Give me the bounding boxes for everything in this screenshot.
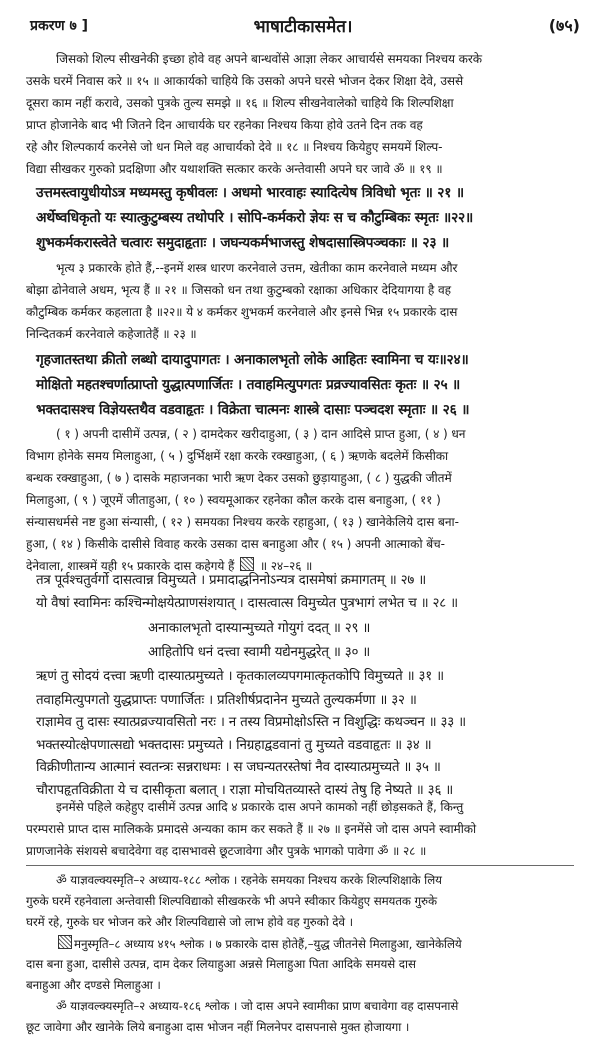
verse-line: ऋणं तु सोदयं दत्त्वा ऋणी दास्यात्प्रमुच्यते । कृतकालव्यपगमात्कृतकोपि विमुच्यते ॥ ३१ ॥ xyxy=(36,669,444,684)
text-line: दूसरा काम नहीं करावे, उसको पुत्रके तुल्य समझे ॥ १६ ॥ शिल्प सीखनेवालेको चाहिये कि शिल्पशिक्षा xyxy=(26,96,454,110)
footnote-line: दास बना हुआ, दासीसे उत्पन्न, दाम देकर लियाहुआ अन्नसे मिलाहुआ पिता आदिके समयसे दास xyxy=(26,957,416,971)
footnote-marker-icon xyxy=(58,935,72,949)
footnote-divider xyxy=(26,865,574,866)
line-text: देनेवाला, शास्त्रमें यही १५ प्रकारके दास कहेगये हैं xyxy=(26,559,235,573)
running-title: भाषाटीकासमेत। xyxy=(253,17,353,37)
text-line: निन्दितकर्म करनेवाले कहेजातेहैं ॥ २३ ॥ xyxy=(26,327,197,341)
text-line: कौटुम्बिक कर्मकर कहलाता है ॥२२॥ ये ४ कर्मकर शुभकर्म करनेवाले और इनसे भिन्न १५ प्रकारके दास xyxy=(26,305,458,319)
footnote-line: छूट जावेगा और खानेके लिये बनाहुआ दास भोजन नहीं मिलनेपर दासपनासे मुक्त होजायगा । xyxy=(26,1020,410,1034)
text-line: ( १ ) अपनी दासीमें उत्पन्न, ( २ ) दामदेकर खरीदाहुआ, ( ३ ) दान आदिसे प्राप्त हुआ, ( ४ ) धन xyxy=(56,427,466,441)
verse-ref: ॥ २४–२६ ॥ xyxy=(259,559,313,573)
verse-line: भक्तदासश्च विज्ञेयस्तथैव वडवाहृतः । विक्रेता चात्मनः शास्त्रे दासाः पञ्चदश स्मृताः ॥ २६ ॥ xyxy=(36,402,470,418)
text-line: मिलाहुआ, ( ९ ) जूएमें जीताहुआ, ( १० ) स्वयमूआकर रहनेका कौल करके दास बनाहुआ, ( ११ ) xyxy=(26,493,441,507)
text-line: संन्यासधर्मसे नष्ट हुआ संन्यासी, ( १२ ) समयका निश्चय करके रहाहुआ, ( १३ ) खानेकेलिये दास बना- xyxy=(26,515,459,529)
text-line: इनमेंसे पहिले कहेहुए दासीमें उत्पन्न आदि ४ प्रकारके दास अपने कामको नहीं छोड़सकते हैं, किन्तु xyxy=(56,800,464,814)
text-line: उसके घरमें निवास करे ॥ १५ ॥ आकार्यको चाहिये कि उसको अपने घरसे भोजन देकर शिक्षा देवे, उससे xyxy=(26,74,464,88)
verse-line: आहितोपि धनं दत्त्वा स्वामी यद्येनमुद्धरेत् ॥ ३० ॥ xyxy=(148,645,371,660)
text-line: हुआ, ( १४ ) किसीके दासीसे विवाह करके उसका दास बनाहुआ और ( १५ ) अपनी आत्माको बेंच- xyxy=(26,537,445,551)
verse-line: यो वैषां स्वामिनः कश्चिन्मोक्षयेत्प्राणसंशयात् । दासत्वात्स विमुच्येत पुत्रभागं लभेत च ॥ २८ ॥ xyxy=(36,596,458,611)
verse-line: अनाकालभृतो दास्यान्मुच्यते गोयुगं ददत् ॥ २९ ॥ xyxy=(148,621,371,636)
verse-line: गृहजातस्तथा क्रीतो लब्धो दायादुपागतः । अनाकालभृतो लोके आहितः स्वामिना च यः॥२४॥ xyxy=(36,352,469,368)
footnote-line: ॐ याज्ञवल्क्यस्मृति–२ अध्याय-१८८ श्लोक । रहनेके समयका निश्चय करके शिल्पशिक्षाके लिय xyxy=(56,873,442,887)
verse-line: शुभकर्मकरास्त्वेते चत्वारः समुदाहृताः । जघन्यकर्मभाजस्तु शेषदासास्त्रिपञ्चकाः ॥ २३ ॥ xyxy=(36,235,450,251)
footnote-line xyxy=(56,935,462,952)
text-line: बोझा ढोनेवाले अधम, भृत्य हैं ॥ २१ ॥ जिसको धन तथा कुटुम्बको रक्षाका अधिकार देदियागया है वह xyxy=(26,283,451,297)
verse-line: उत्तमस्त्वायुधीयोऽत्र मध्यमस्तु कृषीवलः । अधमो भारवाहः स्यादित्येष त्रिविधो भृतः ॥ २१ ॥ xyxy=(36,185,464,201)
text-line: प्राप्त होजानेके बाद भी जितने दिन आचार्यके घर रहनेका निश्चय किया होवे उतने दिन तक वह xyxy=(26,118,423,132)
text-line: परम्परासे प्राप्त दास मालिकके प्रमादसे अन्यका काम कर सकते हैं ॥ २७ ॥ इनमेंसे जो दास अपने स्वामीको xyxy=(26,822,477,836)
verse-line: राज्ञामेव तु दासः स्यात्प्रव्रज्यावसितो नरः । न तस्य विप्रमोक्षोऽस्ति न विशुद्धिः कथञ्चन ॥ ३३ ॥ xyxy=(36,715,466,730)
text-line: जिसको शिल्प सीखनेकी इच्छा होवे वह अपने बान्धवोंसे आज्ञा लेकर आचार्यसे समयका निश्चय करके xyxy=(56,52,482,66)
text-line: भृत्य ३ प्रकारके होते हैं,--इनमें शस्त्र धारण करनेवाले उत्तम, खेतीका काम करनेवाले मध्यम और xyxy=(56,261,458,275)
footnote-line: बनाहुआ और दण्डसे मिलाहुआ । xyxy=(26,978,161,992)
verse-line: भक्तस्योत्क्षेपणात्सद्यो भक्तदासः प्रमुच्यते । निग्रहाद्वडवानां तु मुच्यते वडवाहृतः ॥ ३४ ॥ xyxy=(36,738,432,753)
text-line: विद्या सीखकर गुरुको प्रदक्षिणा और यथाशक्ति सत्कार करके अन्तेवासी अपने घर जावे ॐ ॥ १९ ॥ xyxy=(26,162,443,176)
page-number: (७५) xyxy=(548,16,580,35)
verse-line: अर्थेष्वधिकृतो यः स्यात्कुटुम्बस्य तथोपरि । सोपि-कर्मकरो ज्ञेयः स च कौटुम्बिकः स्मृतः ॥२२॥ xyxy=(36,210,474,226)
verse-line: मोक्षितो महतश्चर्णात्प्राप्तो युद्धात्पणार्जितः । तवाहमित्युपगतः प्रव्रज्यावसितः कृतः ॥ २५ ॥ xyxy=(36,377,461,393)
verse-line: विक्रीणीतान्य आत्मानं स्वतन्त्रः सन्नराधमः । स जघन्यतरस्तेषां नैव दास्यात्प्रमुच्यते ॥ ३५ ॥ xyxy=(36,760,441,775)
chapter-label: प्रकरण ७ ] xyxy=(30,18,88,34)
text-line: प्राणजानेके संशयसे बचादेवेगा वह दासभावसे छूटजावेगा और पुत्रके भागको पावेगा ॐ ॥ २८ ॥ xyxy=(26,844,427,858)
text-line: रहे और शिल्पकार्य करनेसे जो धन मिले वह आचार्यको देवे ॥ १८ ॥ निश्चय कियेहुए समयमें शिल्प- xyxy=(26,140,443,154)
verse-line: चौरापहृतविक्रीता ये च दासीकृता बलात् । राज्ञा मोचयितव्यास्ते दास्यं तेषु हि नेष्यते ॥ ३६ ॥ xyxy=(36,783,454,798)
footnote-line: गुरुके घरमें रहनेवाला अन्तेवासी शिल्पविद्याको सीखकरके भी अपने स्वीकार कियेहुए समयतक गुरुके xyxy=(26,894,437,908)
text-line: विभाग होनेके समय मिलाहुआ, ( ५ ) दुर्भिक्षमें रक्षा करके रक्खाहुआ, ( ६ ) ऋणके बदलेमें किसीका xyxy=(26,449,449,463)
text-line: बन्धक रक्खाहुआ, ( ७ ) दासके महाजनका भारी ऋण देकर उसको छुड़ायाहुआ, ( ८ ) युद्धकी जीतमें xyxy=(26,471,452,485)
footnote-line: ॐ याज्ञवल्क्यस्मृति–२ अध्याय-१८६ श्लोक । जो दास अपने स्वामीका प्राण बचावेगा वह दासपनासे xyxy=(56,999,459,1013)
footnote-line: घरमें रहे, गुरुके घर भोजन करे और शिल्पविद्यासे जो लाभ होवे वह गुरुको देवे । xyxy=(26,915,353,929)
verse-line: तवाहमित्युपगतो युद्धप्राप्तः पणार्जितः । प्रतिशीर्षप्रदानेन मुच्यते तुल्यकर्मणा ॥ ३२ ॥ xyxy=(36,693,417,708)
footnote-marker-icon xyxy=(240,557,254,571)
verse-line: तत्र पूर्वश्चतुर्वर्गो दासत्वान्न विमुच्यते । प्रमादाद्धनिनोऽन्यत्र दासमेषां क्रमागतम् ॥ २७ ॥ xyxy=(36,573,427,588)
footnote-text: मनुस्मृति–८ अध्याय ४१५ श्लोक । ७ प्रकारके दास होतेहैं,–युद्ध जीतनेसे मिलाहुआ, खानेकेलिये xyxy=(74,937,462,951)
page-header xyxy=(26,12,580,40)
